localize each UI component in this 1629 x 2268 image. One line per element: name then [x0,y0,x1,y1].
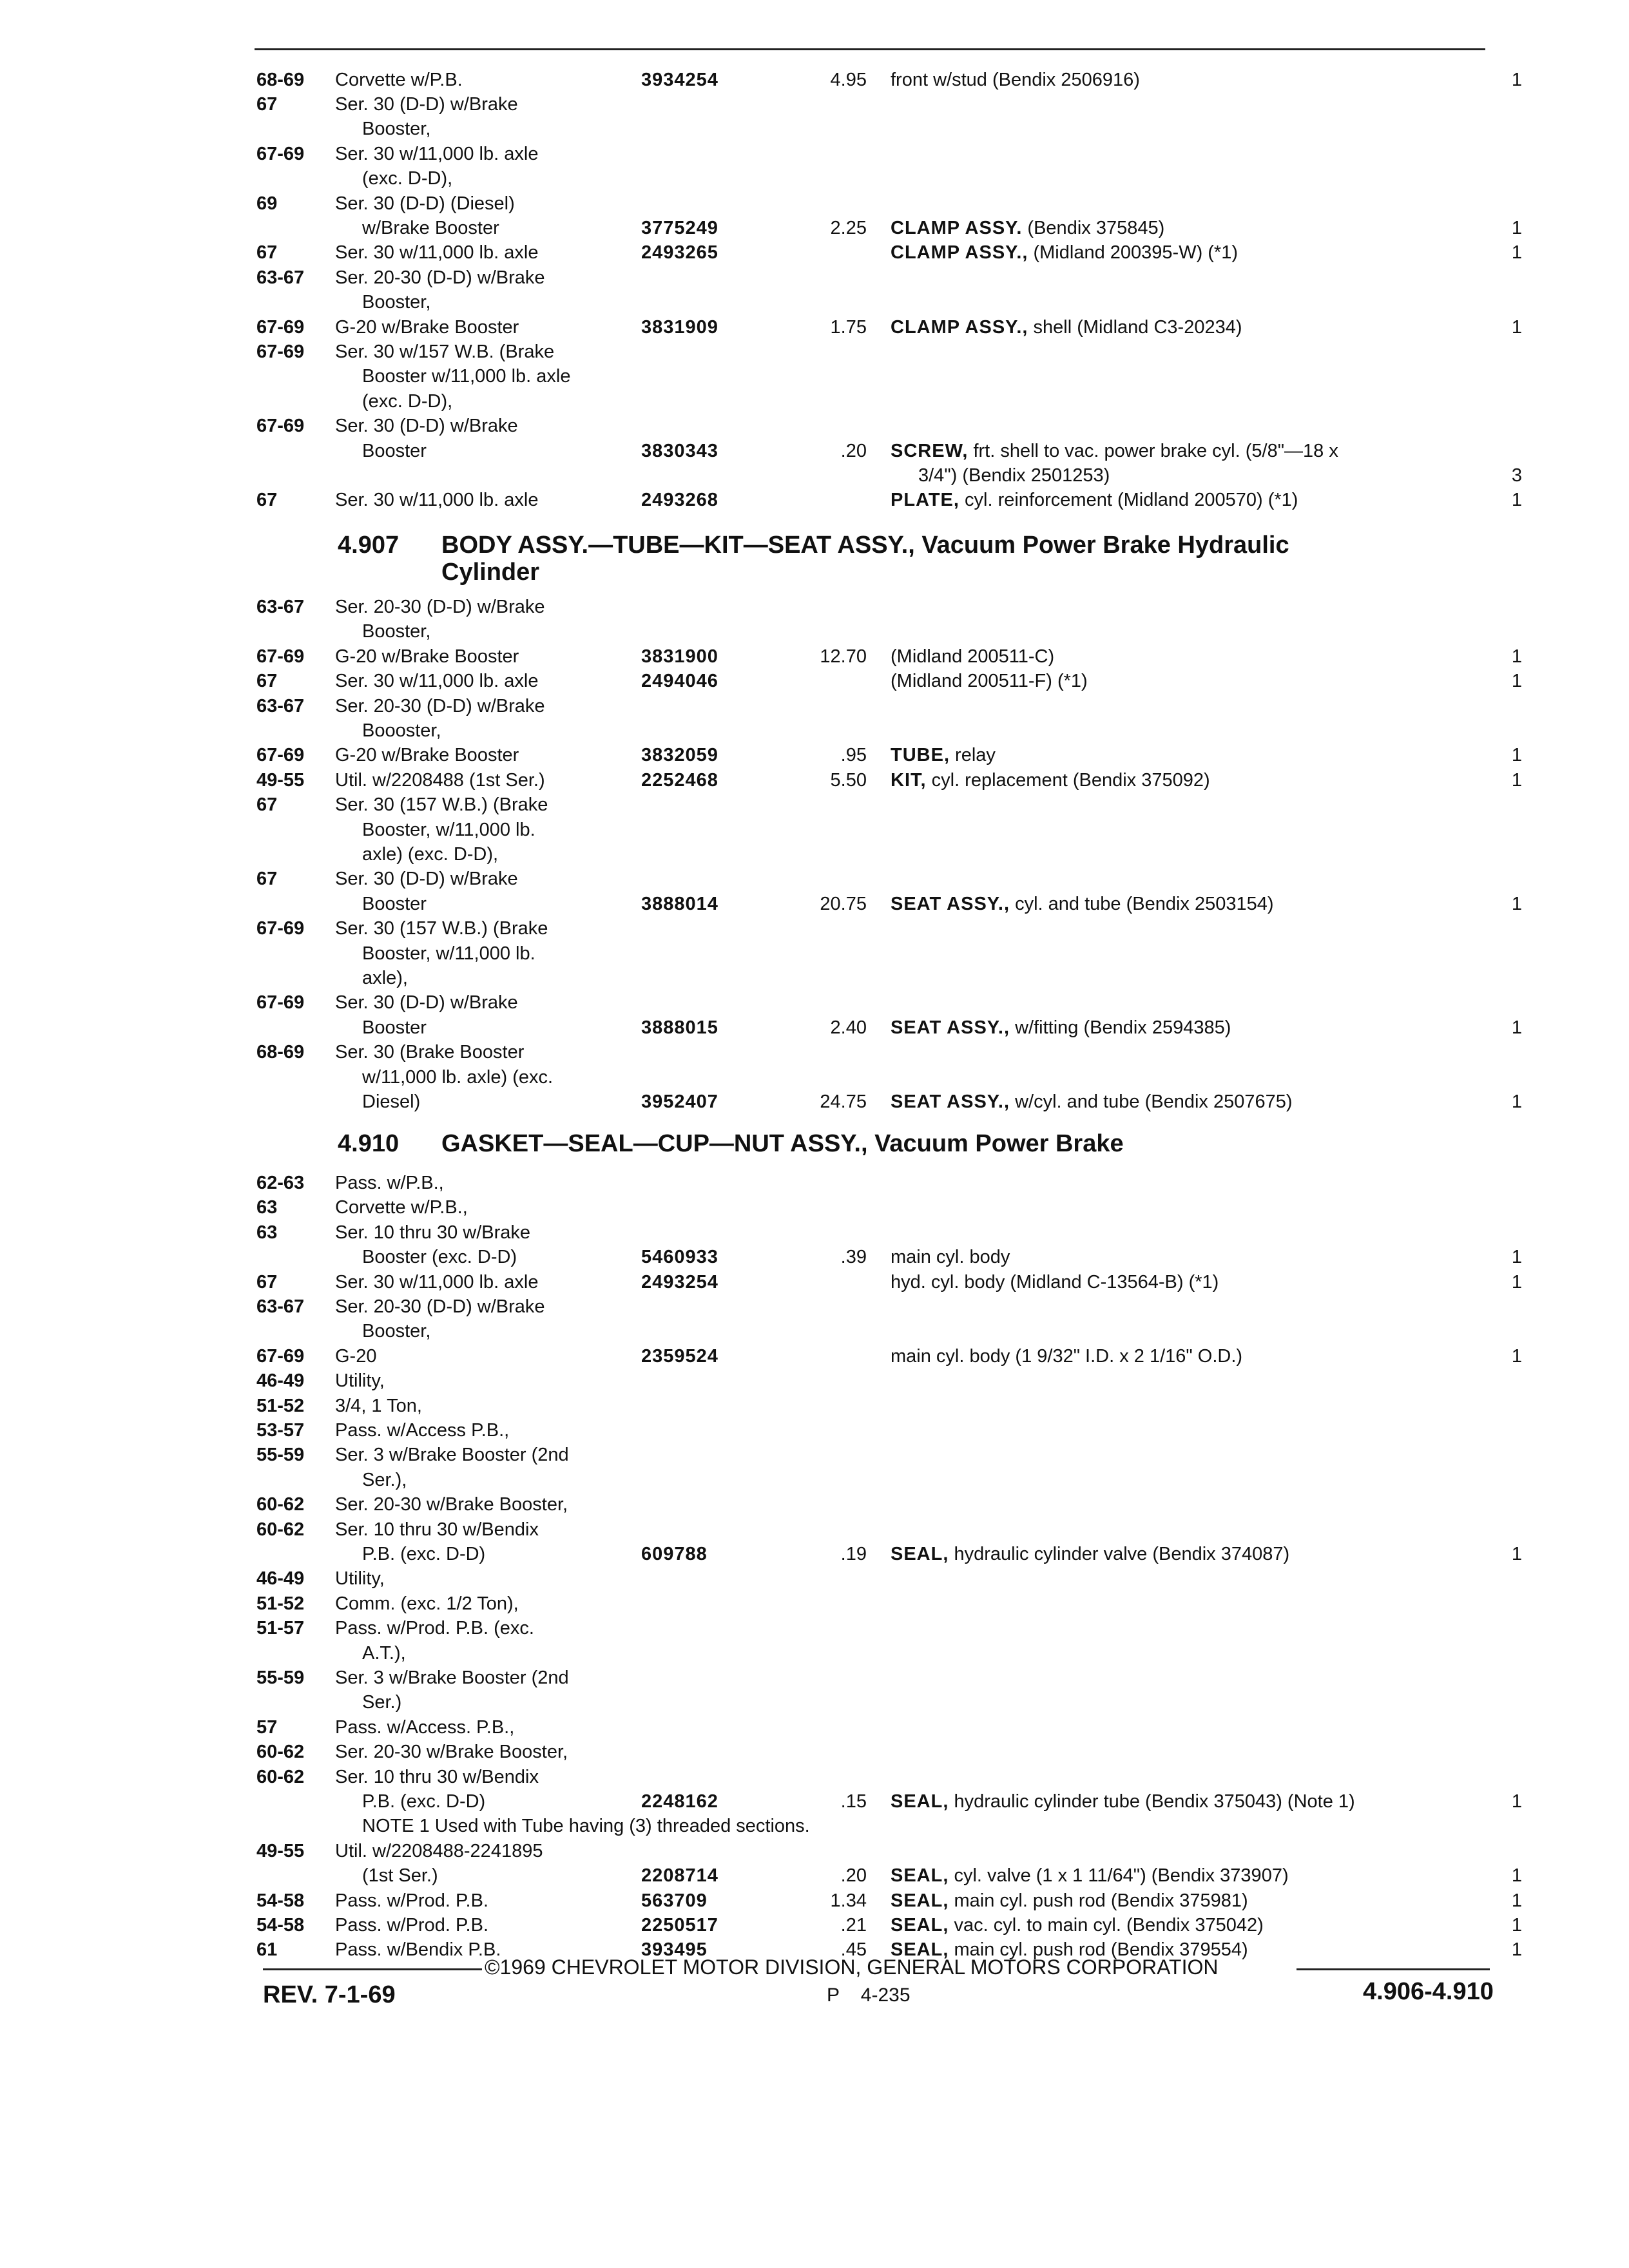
table-row [0,842,1629,867]
application-description: Booster [362,441,427,461]
model-years: 55-59 [256,1667,305,1688]
table-row [0,315,1629,340]
table-row [0,1492,1629,1517]
table-row [0,1789,1629,1814]
application-description: A.T.), [362,1643,406,1664]
application-description: G-20 [335,1346,377,1367]
table-row [0,290,1629,314]
application-description: Util. w/2208488 (1st Ser.) [335,770,545,791]
part-number: 2494046 [641,671,718,691]
part-description: main cyl. body (1 9/32" I.D. x 2 1/16" O.D.) [891,1346,1243,1367]
model-years: 63-67 [256,696,305,716]
table-row [0,1715,1629,1740]
model-years: 57 [256,1717,278,1738]
application-description: Ser. 30 w/11,000 lb. axle [335,1272,539,1293]
quantity: 1 [1511,745,1522,765]
application-description: Ser. 20-30 (D-D) w/Brake [335,696,545,716]
table-row [0,1344,1629,1369]
application-description: Ser. 30 w/11,000 lb. axle [335,490,539,510]
application-description: Pass. w/Prod. P.B. [335,1915,489,1936]
section-range: 4.906-4.910 [1363,1978,1494,2005]
table-row [0,1443,1629,1467]
application-description: P.B. (exc. D-D) [362,1544,486,1564]
application-description: Ser. 30 (Brake Booster [335,1042,525,1062]
application-description: (exc. D-D), [362,168,453,189]
list-price: .20 [840,441,867,461]
part-description: SEAT ASSY., cyl. and tube (Bendix 2503154) [891,894,1274,914]
quantity: 1 [1511,1247,1522,1267]
table-row [0,1220,1629,1245]
model-years: 51-52 [256,1593,305,1614]
application-description: Booster, [362,119,431,139]
model-years: 60-62 [256,1519,305,1540]
table-row [0,595,1629,619]
part-name: SEAL, [891,1544,949,1564]
table-row [0,1517,1629,1542]
application-description: Ser. 30 w/157 W.B. (Brake [335,341,555,362]
application-description: Ser. 10 thru 30 w/Bendix [335,1519,539,1540]
table-row [0,216,1629,240]
model-years: 67-69 [256,416,305,436]
table-row [0,68,1629,92]
page-number: P 4-235 [827,1984,911,2006]
table-row [0,768,1629,793]
table-row [0,1090,1629,1114]
part-number: 3934254 [641,70,718,90]
table-row [0,463,1629,488]
table-row [0,669,1629,693]
model-years: 67 [256,490,278,510]
part-number: 563709 [641,1890,708,1911]
part-number: 3830343 [641,441,718,461]
table-row [0,1765,1629,1789]
application-description: G-20 w/Brake Booster [335,317,519,338]
part-number: 3888014 [641,894,718,914]
model-years: 60-62 [256,1767,305,1787]
application-description: Util. w/2208488-2241895 [335,1841,543,1861]
table-row [0,1394,1629,1418]
table-row [0,966,1629,990]
part-description: SCREW, frt. shell to vac. power brake cyl. (5/8"—18 x [891,441,1338,461]
list-price: 5.50 [830,770,867,791]
table-row [0,1294,1629,1319]
quantity: 1 [1511,1915,1522,1936]
part-description: CLAMP ASSY., (Midland 200395-W) (*1) [891,242,1239,263]
table-row [0,265,1629,290]
list-price: 2.40 [830,1017,867,1038]
model-years: 67 [256,1272,278,1293]
table-row [0,389,1629,414]
part-number: 2208714 [641,1865,718,1886]
table-row [0,142,1629,166]
part-number: 609788 [641,1544,708,1564]
footer-copyright: ©1969 CHEVROLET MOTOR DIVISION, GENERAL MOTORS CORPORATION [485,1956,1219,1979]
table-row [0,818,1629,842]
model-years: 67-69 [256,341,305,362]
part-number: 2493254 [641,1272,718,1293]
table-row [0,1566,1629,1591]
table-row [0,92,1629,117]
model-years: 54-58 [256,1915,305,1936]
part-number: 393495 [641,1939,708,1960]
table-row [0,619,1629,644]
application-description: Booster (exc. D-D) [362,1247,517,1267]
list-price: 2.25 [830,218,867,238]
application-description: Ser. 30 w/11,000 lb. axle [335,242,539,263]
table-row [0,1740,1629,1764]
application-description: Corvette w/P.B. [335,70,463,90]
quantity: 1 [1511,1091,1522,1112]
table-row [0,1641,1629,1666]
model-years: 60-62 [256,1742,305,1762]
table-row [0,1839,1629,1863]
application-description: Boooster, [362,720,441,741]
table-row [0,240,1629,265]
section-heading [0,1130,1629,1157]
application-description: w/11,000 lb. axle) (exc. [362,1067,554,1088]
part-number: 2248162 [641,1791,718,1812]
application-description: Corvette w/P.B., [335,1197,468,1218]
quantity: 1 [1511,490,1522,510]
application-description: Ser. 20-30 (D-D) w/Brake [335,267,545,288]
list-price: 1.34 [830,1890,867,1911]
quantity: 1 [1511,1890,1522,1911]
table-row [0,414,1629,438]
application-description: Ser. 20-30 w/Brake Booster, [335,1742,568,1762]
application-description: axle) (exc. D-D), [362,844,499,865]
part-name: KIT, [891,770,927,791]
application-description: (exc. D-D), [362,391,453,412]
application-description: Booster, [362,621,431,642]
table-row [0,793,1629,817]
part-description: TUBE, relay [891,745,996,765]
application-description: Pass. w/Access P.B., [335,1420,510,1441]
model-years: 67 [256,242,278,263]
quantity: 1 [1511,671,1522,691]
application-description: Ser. 20-30 (D-D) w/Brake [335,597,545,617]
section-number: 4.907 [338,532,400,559]
model-years: 49-55 [256,770,305,791]
quantity: 1 [1511,770,1522,791]
part-name: CLAMP ASSY., [891,317,1028,338]
application-description: G-20 w/Brake Booster [335,745,519,765]
application-description: Ser. 30 (157 W.B.) (Brake [335,918,548,939]
table-row [0,340,1629,364]
part-description: KIT, cyl. replacement (Bendix 375092) [891,770,1210,791]
quantity: 1 [1511,1346,1522,1367]
model-years: 63-67 [256,597,305,617]
application-description: Pass. w/Prod. P.B. [335,1890,489,1911]
application-description: Ser. 30 (157 W.B.) (Brake [335,794,548,815]
part-name: SEAL, [891,1915,949,1936]
part-number: 3775249 [641,218,718,238]
part-number: 3831900 [641,646,718,667]
model-years: 46-49 [256,1568,305,1589]
part-name: TUBE, [891,745,950,765]
application-description: NOTE 1 Used with Tube having (3) threaded sections. [362,1816,810,1836]
part-description: SEAL, vac. cyl. to main cyl. (Bendix 375042) [891,1915,1264,1936]
list-price: 20.75 [820,894,867,914]
quantity: 1 [1511,1939,1522,1960]
quantity: 1 [1511,1865,1522,1886]
model-years: 54-58 [256,1890,305,1911]
quantity: 1 [1511,1791,1522,1812]
part-description: main cyl. body [891,1247,1010,1267]
part-name: SEAT ASSY., [891,1017,1010,1038]
quantity: 1 [1511,894,1522,914]
application-description: Booster, [362,1321,431,1341]
revision-date: REV. 7-1-69 [263,1981,396,2008]
part-description: SEAL, cyl. valve (1 x 1 11/64") (Bendix 373907) [891,1865,1289,1886]
application-description: 3/4, 1 Ton, [335,1396,422,1416]
part-number: 3832059 [641,745,718,765]
table-row [0,1814,1629,1838]
model-years: 67 [256,869,278,889]
table-row [0,743,1629,767]
model-years: 67-69 [256,745,305,765]
part-description: SEAT ASSY., w/cyl. and tube (Bendix 2507675) [891,1091,1293,1112]
table-row [0,916,1629,941]
application-description: Pass. w/Access. P.B., [335,1717,515,1738]
application-description: Utility, [335,1568,385,1589]
table-row [0,1468,1629,1492]
section-title: GASKET—SEAL—CUP—NUT ASSY., Vacuum Power Brake [441,1130,1124,1157]
quantity: 1 [1511,1017,1522,1038]
application-description: Pass. w/Prod. P.B. (exc. [335,1618,534,1639]
quantity: 3 [1511,465,1522,486]
table-row [0,1065,1629,1090]
section-number: 4.910 [338,1130,400,1157]
part-description: (Midland 200511-C) [891,646,1055,667]
part-description: SEAL, main cyl. push rod (Bendix 379554) [891,1939,1248,1960]
model-years: 67-69 [256,1346,305,1367]
application-description: Booster, w/11,000 lb. [362,943,535,964]
model-years: 68-69 [256,70,305,90]
part-number: 2359524 [641,1346,718,1367]
part-description: CLAMP ASSY. (Bendix 375845) [891,218,1165,238]
application-description: Ser. 10 thru 30 w/Bendix [335,1767,539,1787]
application-description: Pass. w/Bendix P.B. [335,1939,501,1960]
application-description: Ser.), [362,1470,407,1490]
part-description: 3/4") (Bendix 2501253) [918,465,1110,486]
model-years: 51-52 [256,1396,305,1416]
section-title: BODY ASSY.—TUBE—KIT—SEAT ASSY., Vacuum Power Brake Hydraulic [441,532,1289,559]
model-years: 60-62 [256,1494,305,1515]
application-description: Comm. (exc. 1/2 Ton), [335,1593,519,1614]
list-price: .95 [840,745,867,765]
part-name: SEAL, [891,1865,949,1886]
list-price: 1.75 [830,317,867,338]
application-description: Ser. 30 w/11,000 lb. axle [335,144,539,164]
model-years: 63-67 [256,267,305,288]
table-row [0,488,1629,512]
model-years: 67 [256,94,278,115]
table-row [0,1270,1629,1294]
model-years: 67-69 [256,317,305,338]
part-name: SCREW, [891,441,969,461]
table-row [0,1542,1629,1566]
list-price: .20 [840,1865,867,1886]
model-years: 51-57 [256,1618,305,1639]
application-description: Ser. 3 w/Brake Booster (2nd [335,1445,569,1465]
part-description: hyd. cyl. body (Midland C-13564-B) (*1) [891,1272,1219,1293]
table-row [0,1195,1629,1220]
model-years: 63 [256,1197,278,1218]
list-price: .45 [840,1939,867,1960]
table-row [0,990,1629,1015]
application-description: P.B. (exc. D-D) [362,1791,486,1812]
application-description: Ser. 30 (D-D) w/Brake [335,992,518,1013]
part-number: 5460933 [641,1247,718,1267]
model-years: 63-67 [256,1296,305,1317]
part-description: PLATE, cyl. reinforcement (Midland 200570) (*1) [891,490,1298,510]
application-description: G-20 w/Brake Booster [335,646,519,667]
table-row [0,364,1629,389]
table-row [0,1863,1629,1888]
part-description: SEAL, hydraulic cylinder tube (Bendix 375043) (Note 1) [891,1791,1355,1812]
table-row [0,1666,1629,1690]
application-description: Diesel) [362,1091,421,1112]
application-description: (1st Ser.) [362,1865,438,1886]
application-description: axle), [362,968,408,988]
list-price: 24.75 [820,1091,867,1112]
list-price: 12.70 [820,646,867,667]
part-name: SEAL, [891,1890,949,1911]
application-description: Ser.) [362,1692,402,1713]
part-description: SEAL, hydraulic cylinder valve (Bendix 374087) [891,1544,1290,1564]
table-row [0,1690,1629,1715]
table-row [0,1015,1629,1040]
part-number: 2493268 [641,490,718,510]
model-years: 55-59 [256,1445,305,1465]
table-row [0,439,1629,463]
application-description: Booster w/11,000 lb. axle [362,366,571,387]
application-description: Ser. 20-30 w/Brake Booster, [335,1494,568,1515]
table-row [0,1591,1629,1616]
model-years: 67 [256,671,278,691]
table-row [0,1171,1629,1195]
model-years: 63 [256,1222,278,1243]
part-description: (Midland 200511-F) (*1) [891,671,1088,691]
table-row [0,867,1629,891]
section-heading [0,532,1629,586]
application-description: Ser. 30 (D-D) w/Brake [335,869,518,889]
model-years: 53-57 [256,1420,305,1441]
table-row [0,1369,1629,1393]
model-years: 67-69 [256,646,305,667]
table-row [0,892,1629,916]
application-description: w/Brake Booster [362,218,499,238]
part-description: SEAL, main cyl. push rod (Bendix 375981) [891,1890,1248,1911]
footer-rule-right [1296,1968,1490,1970]
part-number: 3831909 [641,317,718,338]
application-description: Booster, w/11,000 lb. [362,820,535,840]
table-row [0,1418,1629,1443]
table-row [0,941,1629,966]
quantity: 1 [1511,70,1522,90]
table-row [0,1913,1629,1937]
table-row [0,166,1629,191]
part-description: SEAT ASSY., w/fitting (Bendix 2594385) [891,1017,1231,1038]
quantity: 1 [1511,1272,1522,1293]
application-description: Booster [362,1017,427,1038]
quantity: 1 [1511,218,1522,238]
application-description: Ser. 20-30 (D-D) w/Brake [335,1296,545,1317]
application-description: Ser. 10 thru 30 w/Brake [335,1222,531,1243]
model-years: 67-69 [256,144,305,164]
list-price: .39 [840,1247,867,1267]
application-description: Ser. 30 (D-D) (Diesel) [335,193,515,214]
application-description: Pass. w/P.B., [335,1173,444,1193]
table-row [0,1245,1629,1269]
application-description: Ser. 3 w/Brake Booster (2nd [335,1667,569,1688]
list-price: .15 [840,1791,867,1812]
list-price: .19 [840,1544,867,1564]
table-row [0,1616,1629,1640]
part-name: CLAMP ASSY. [891,218,1023,238]
part-number: 2493265 [641,242,718,263]
model-years: 67-69 [256,992,305,1013]
application-description: Ser. 30 (D-D) w/Brake [335,94,518,115]
footer-rule-left [263,1968,482,1970]
model-years: 46-49 [256,1370,305,1391]
part-name: SEAT ASSY., [891,1091,1010,1112]
part-number: 3888015 [641,1017,718,1038]
model-years: 67-69 [256,918,305,939]
part-name: SEAT ASSY., [891,894,1010,914]
model-years: 62-63 [256,1173,305,1193]
application-description: Booster, [362,292,431,312]
quantity: 1 [1511,1544,1522,1564]
table-row [0,117,1629,141]
table-row [0,191,1629,216]
model-years: 69 [256,193,278,214]
application-description: Ser. 30 w/11,000 lb. axle [335,671,539,691]
application-description: Ser. 30 (D-D) w/Brake [335,416,518,436]
part-name: CLAMP ASSY., [891,242,1028,263]
table-row [0,718,1629,743]
list-price: 4.95 [830,70,867,90]
part-name: SEAL, [891,1939,949,1960]
part-name: PLATE, [891,490,959,510]
part-number: 2252468 [641,770,718,791]
part-name: SEAL, [891,1791,949,1812]
quantity: 1 [1511,646,1522,667]
part-number: 2250517 [641,1915,718,1936]
application-description: Utility, [335,1370,385,1391]
model-years: 49-55 [256,1841,305,1861]
part-number: 3952407 [641,1091,718,1112]
list-price: .21 [840,1915,867,1936]
part-description: front w/stud (Bendix 2506916) [891,70,1140,90]
part-description: CLAMP ASSY., shell (Midland C3-20234) [891,317,1242,338]
quantity: 1 [1511,317,1522,338]
table-row [0,1888,1629,1913]
model-years: 61 [256,1939,278,1960]
model-years: 67 [256,794,278,815]
section-title-continued: Cylinder [441,559,540,586]
quantity: 1 [1511,242,1522,263]
table-row [0,1040,1629,1064]
table-row [0,694,1629,718]
model-years: 68-69 [256,1042,305,1062]
application-description: Booster [362,894,427,914]
table-row [0,644,1629,669]
table-row [0,1319,1629,1343]
